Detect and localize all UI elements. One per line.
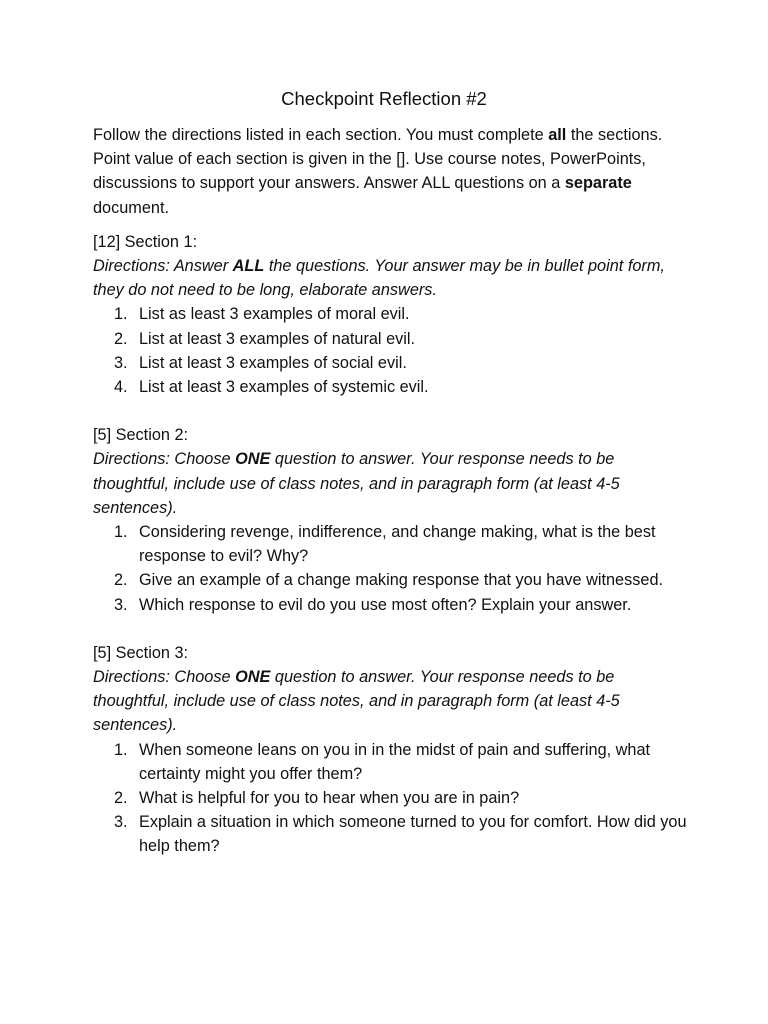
directions-text: Directions: Choose [93, 668, 236, 687]
question-item [114, 810, 688, 858]
question-text: Explain a situation in which someone turned to you for comfort. How did you help them? [139, 813, 687, 856]
question-text: Give an example of a change making response that you have witnessed. [139, 571, 664, 590]
question-text: List at least 3 examples of natural evil. [139, 329, 416, 348]
question-list [93, 302, 688, 399]
directions-text: Directions: Choose [93, 450, 236, 469]
question-list [93, 738, 688, 859]
section-directions [93, 665, 688, 738]
section-directions [93, 447, 688, 520]
directions-emphasis: ONE [235, 450, 271, 469]
intro-text-1: Follow the directions listed in each section. You must complete [93, 126, 549, 144]
section-1 [93, 230, 688, 399]
question-item [114, 327, 688, 351]
question-item [114, 520, 688, 568]
intro-text-3: document. [93, 198, 170, 217]
question-number: 3. [114, 595, 128, 614]
question-text: List at least 3 examples of systemic evil. [139, 378, 429, 397]
question-number: 3. [114, 813, 128, 832]
question-item [114, 738, 688, 786]
section-heading: [5] Section 3: [93, 643, 189, 662]
directions-text: Directions: Answer [93, 257, 233, 276]
question-item [114, 302, 688, 326]
intro-text-2: the sections. Point value of each section is given in the []. Use course notes, PowerPoints, discussions to support your answers. Answer ALL questions on a [93, 126, 663, 193]
section-3 [93, 641, 688, 859]
intro-bold-separate: separate [564, 174, 632, 193]
question-number: 4. [114, 378, 128, 397]
directions-emphasis: ONE [235, 668, 271, 687]
question-number: 3. [114, 353, 128, 372]
directions-emphasis: ALL [232, 257, 265, 276]
directions-text: the questions. Your answer may be in bullet point form, they do not need to be long, elaborate answers. [93, 257, 665, 300]
question-item [114, 786, 688, 810]
question-text: Considering revenge, indifference, and change making, what is the best response to evil? Why? [139, 523, 656, 566]
document-title: Checkpoint Reflection #2 [281, 88, 487, 109]
question-number: 2. [114, 571, 128, 590]
question-text: What is helpful for you to hear when you are in pain? [139, 789, 520, 808]
section-heading: [5] Section 2: [93, 426, 189, 445]
section-heading: [12] Section 1: [93, 232, 198, 251]
intro-paragraph [93, 123, 688, 220]
directions-text: question to answer. Your response needs to be thoughtful, include use of class notes, and in paragraph form (at least 4-5 sentences). [93, 668, 620, 735]
question-text: List at least 3 examples of social evil. [139, 353, 407, 372]
directions-text: question to answer. Your response needs to be thoughtful, include use of class notes, and in paragraph form (at least 4-5 sentences). [93, 450, 620, 517]
question-item [114, 593, 688, 617]
question-text: When someone leans on you in in the midst of pain and suffering, what certainty might you offer them? [139, 740, 651, 783]
question-text: List as least 3 examples of moral evil. [139, 305, 410, 324]
question-number: 1. [114, 740, 128, 759]
question-number: 1. [114, 523, 128, 542]
question-item [114, 375, 688, 399]
section-directions [93, 254, 688, 302]
question-text: Which response to evil do you use most often? Explain your answer. [139, 595, 632, 614]
question-number: 1. [114, 305, 128, 324]
section-2 [93, 423, 688, 617]
question-item [114, 568, 688, 592]
question-list [93, 520, 688, 617]
question-number: 2. [114, 329, 128, 348]
intro-bold-all: all [548, 126, 567, 144]
question-item [114, 351, 688, 375]
question-number: 2. [114, 789, 128, 808]
